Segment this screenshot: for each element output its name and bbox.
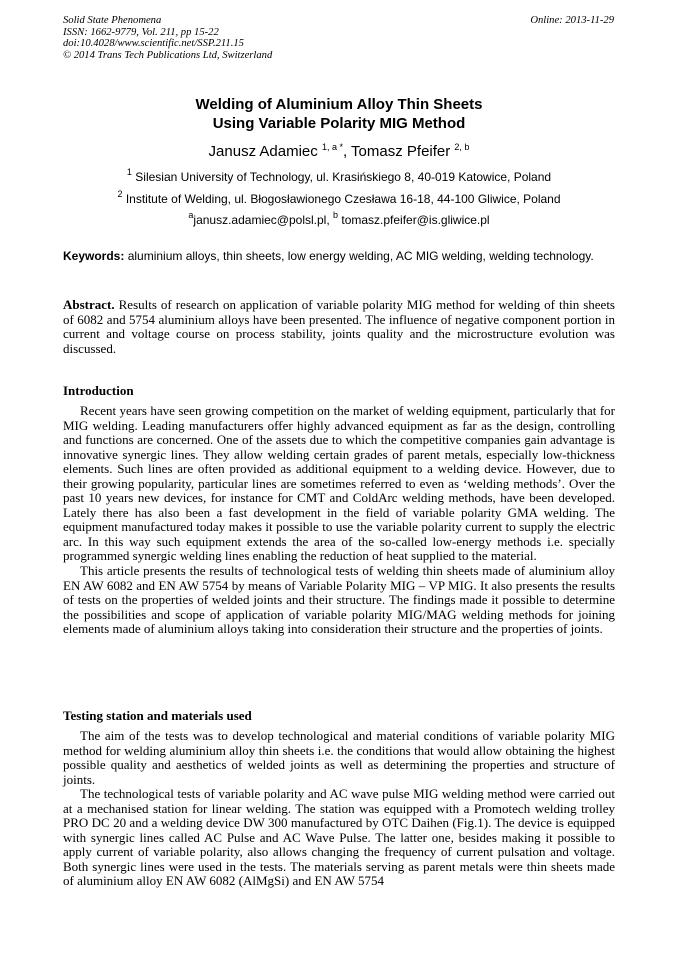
affiliation-1 — [63, 167, 615, 185]
affiliation-mark: 1 — [126, 167, 132, 177]
email-address[interactable]: janusz.adamiec@polsl.pl, — [193, 213, 333, 227]
email-mark: a — [188, 210, 194, 220]
abstract-label: Abstract. — [63, 297, 115, 312]
email-address[interactable]: tomasz.pfeifer@is.gliwice.pl — [341, 213, 490, 227]
affiliation-mark: 2 — [117, 189, 123, 199]
email-line — [63, 210, 615, 228]
paragraph: The aim of the tests was to develop technological and material conditions of variable polarity MIG method for welding aluminium alloy thin sheets i.e. the conditions that would allow obtaining the highest possible quality and aesthetics of welded joints as well as determining the properties and structure of joints. — [63, 728, 615, 787]
section-heading-introduction: Introduction — [63, 383, 134, 398]
paper-title — [63, 95, 615, 133]
journal-name: Solid State Phenomena — [63, 15, 162, 26]
keywords — [63, 249, 615, 264]
title-line-1: Welding of Aluminium Alloy Thin Sheets — [195, 96, 483, 113]
doi-line[interactable]: doi:10.4028/www.scientific.net/SSP.211.15 — [63, 38, 244, 50]
author-list — [63, 143, 615, 161]
journal-header — [63, 15, 272, 61]
paragraph: Recent years have seen growing competition on the market of welding equipment, particularly that for MIG welding. Leading manufacturers offer highly advanced equipment as far as the design, controlling and functions are concerned. One of the assets due to which the competitive companies gain advantage is innovative synergic lines. They allow welding certain grades of parent metals, especially low-thickness elements. Such lines are often provided as additional equipment to a welding device. However, due to their growing popularity, particular lines are sometimes referred to even as ‘welding methods’. Over the past 10 years new devices, for instance for CMT and ColdArc welding methods, have been developed. Lately there has also been a fast development in the field of variable polarity GMA welding. The equipment manufactured today makes it possible to use the variable polarity current to supply the electric arc. In this way such equipment extends the area of the so-called low-energy methods i.e. specially programmed synergic welding lines enabling the reduction of heat supplied to the material. — [63, 403, 615, 564]
issn-line: ISSN: 1662-9779, Vol. 211, pp 15-22 — [63, 26, 219, 38]
affiliation-2 — [63, 189, 615, 207]
keywords-text: aluminium alloys, thin sheets, low energy welding, AC MIG welding, welding technology. — [124, 249, 594, 263]
copyright-line: © 2014 Trans Tech Publications Ltd, Switzerland — [63, 49, 273, 61]
author-affiliation-mark: 1, a * — [321, 142, 343, 152]
affiliation-text: Silesian University of Technology, ul. Krasińskiego 8, 40-019 Katowice, Poland — [135, 170, 552, 184]
section-heading-testing-station: Testing station and materials used — [63, 708, 252, 723]
title-line-2: Using Variable Polarity MIG Method — [212, 115, 466, 132]
abstract-text: Results of research on application of variable polarity MIG method for welding of thin sheets of 6082 and 5754 aluminium alloys have been presented. The influence of negative component portion in current and voltage course on process stability, joints quality and the microstructure evolution was discussed. — [63, 297, 615, 356]
paragraph: The technological tests of variable polarity and AC wave pulse MIG welding method were carried out at a mechanised station for linear welding. The station was equipped with a Promotech welding trolley PRO DC 20 and a welding device DW 300 manufactured by OTC Daihen (Fig.1). The device is equipped with synergic lines called AC Pulse and AC Wave Pulse. The latter one, besides making it possible to apply current of variable polarity, also allows changing the frequency of current pulsation and voltage. Both synergic lines were used in the tests. The materials serving as parent metals were thin sheets made of aluminium alloy EN AW 6082 (AlMgSi) and EN AW 5754 — [63, 786, 615, 889]
testing-station-body — [63, 729, 615, 889]
affiliation-text: Institute of Welding, ul. Błogosławionego Czesława 16-18, 44-100 Gliwice, Poland — [125, 192, 561, 206]
author-separator: , — [342, 143, 352, 160]
online-date: Online: 2013-11-29 — [530, 15, 614, 26]
email-mark: b — [333, 210, 339, 220]
author-name: Tomasz Pfeifer — [351, 143, 451, 160]
author-name: Janusz Adamiec — [208, 143, 318, 160]
introduction-body — [63, 404, 615, 637]
keywords-label: Keywords: — [63, 249, 125, 263]
abstract — [63, 298, 615, 356]
author-affiliation-mark: 2, b — [454, 142, 470, 152]
paragraph: This article presents the results of technological tests of welding thin sheets made of aluminium alloy EN AW 6082 and EN AW 5754 by means of Variable Polarity MIG – VP MIG. It also presents the results of tests on the properties of welded joints and their structure. The findings made it possible to determine the possibilities and scope of application of variable polarity MIG/MAG welding methods for joining elements made of aluminium alloys taking into consideration their structure and the properties of joints. — [63, 563, 615, 637]
